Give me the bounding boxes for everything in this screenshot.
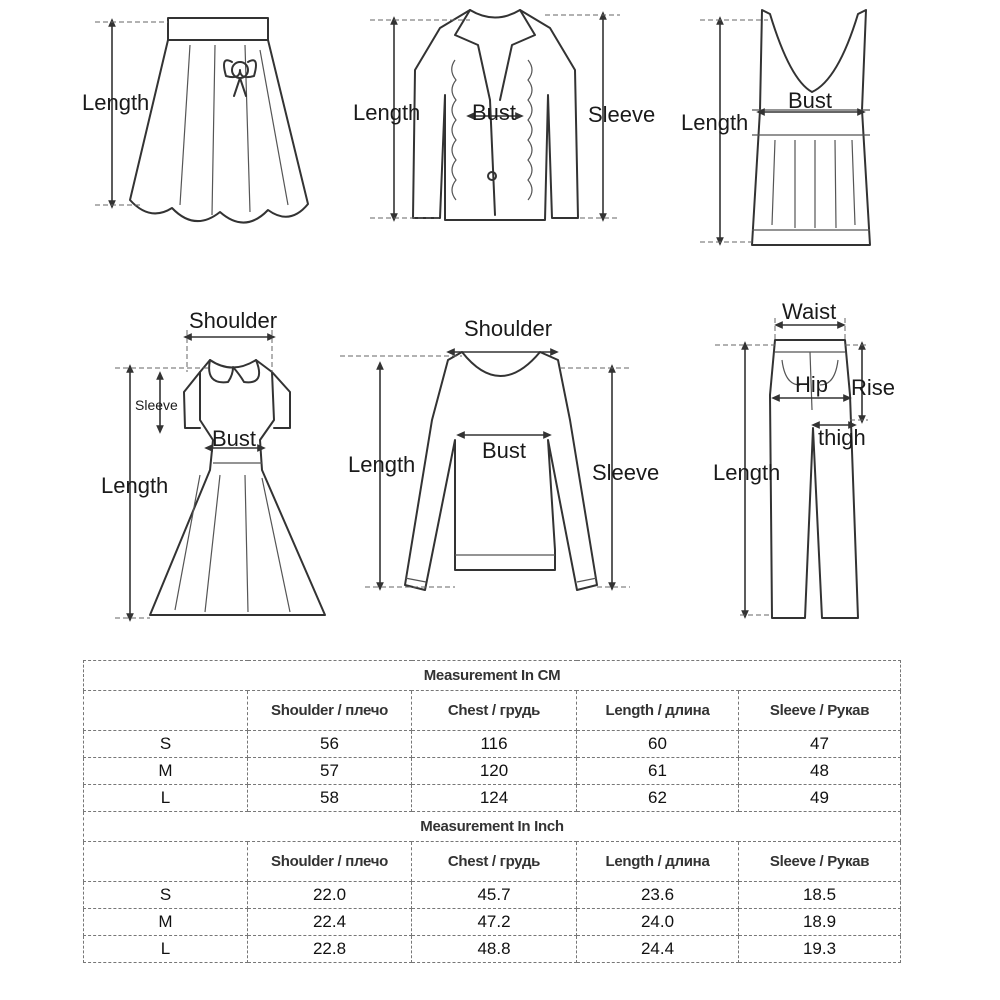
- cm-header-blank: [84, 691, 248, 731]
- pants-length-label: Length: [713, 460, 781, 485]
- inch-shoulder-cell: 22.4: [248, 909, 412, 936]
- cm-row-s: [84, 731, 901, 758]
- pants-waist-label: Waist: [782, 299, 837, 324]
- inch-length-cell: 24.4: [577, 936, 739, 963]
- skirt-length-label: Length: [82, 90, 150, 115]
- inch-header-shoulder: Shoulder / плечо: [248, 842, 412, 882]
- cm-header-length: Length / длина: [577, 691, 739, 731]
- size-chart-table: [83, 660, 901, 963]
- camisole-length-label: Length: [681, 110, 749, 135]
- inch-length-cell: 23.6: [577, 882, 739, 909]
- pants-rise-label: Rise: [851, 375, 896, 400]
- dress-diagram: [101, 308, 325, 618]
- cm-title-row: [84, 661, 901, 691]
- cm-chest-cell: 116: [412, 731, 577, 758]
- cm-sleeve-cell: 48: [739, 758, 901, 785]
- cm-header-row: [84, 691, 901, 731]
- cm-shoulder-cell: 56: [248, 731, 412, 758]
- inch-header-sleeve: Sleeve / Рукав: [739, 842, 901, 882]
- inch-row-m: [84, 909, 901, 936]
- inch-row-s: [84, 882, 901, 909]
- cm-size-cell: L: [84, 785, 248, 812]
- inch-size-cell: L: [84, 936, 248, 963]
- inch-shoulder-cell: 22.8: [248, 936, 412, 963]
- inch-header-length: Length / длина: [577, 842, 739, 882]
- pants-thigh-label: thigh: [818, 425, 866, 450]
- inch-sleeve-cell: 19.3: [739, 936, 901, 963]
- dress-shoulder-label: Shoulder: [189, 308, 278, 333]
- cm-header-sleeve: Sleeve / Рукав: [739, 691, 901, 731]
- inch-header-chest: Chest / грудь: [412, 842, 577, 882]
- cm-length-cell: 62: [577, 785, 739, 812]
- inch-title-row: [84, 812, 901, 842]
- cm-size-cell: M: [84, 758, 248, 785]
- cm-row-l: [84, 785, 901, 812]
- inch-chest-cell: 48.8: [412, 936, 577, 963]
- inch-row-l: [84, 936, 901, 963]
- jacket-sleeve-label: Sleeve: [588, 102, 656, 127]
- cm-chest-cell: 124: [412, 785, 577, 812]
- camisole-bust-label: Bust: [788, 88, 833, 113]
- inch-size-cell: S: [84, 882, 248, 909]
- inch-header-row: [84, 842, 901, 882]
- cm-shoulder-cell: 57: [248, 758, 412, 785]
- dress-sleeve-label: Sleeve: [135, 397, 178, 413]
- inch-size-cell: M: [84, 909, 248, 936]
- jacket-bust-label: Bust: [472, 100, 517, 125]
- sweater-shoulder-label: Shoulder: [464, 316, 553, 341]
- inch-table-title: Measurement In Inch: [84, 812, 901, 842]
- pants-hip-label: Hip: [795, 372, 829, 397]
- cm-sleeve-cell: 47: [739, 731, 901, 758]
- cm-header-shoulder: Shoulder / плечо: [248, 691, 412, 731]
- inch-header-blank: [84, 842, 248, 882]
- cm-header-chest: Chest / грудь: [412, 691, 577, 731]
- dress-length-label: Length: [101, 473, 169, 498]
- inch-length-cell: 24.0: [577, 909, 739, 936]
- jacket-diagram: [353, 10, 655, 220]
- camisole-diagram: [681, 10, 870, 245]
- inch-sleeve-cell: 18.9: [739, 909, 901, 936]
- sweater-diagram: [340, 316, 659, 590]
- pants-diagram: [713, 299, 895, 618]
- cm-row-m: [84, 758, 901, 785]
- sweater-length-label: Length: [348, 452, 416, 477]
- inch-sleeve-cell: 18.5: [739, 882, 901, 909]
- cm-chest-cell: 120: [412, 758, 577, 785]
- cm-length-cell: 60: [577, 731, 739, 758]
- sweater-sleeve-label: Sleeve: [592, 460, 660, 485]
- inch-chest-cell: 47.2: [412, 909, 577, 936]
- inch-shoulder-cell: 22.0: [248, 882, 412, 909]
- dress-bust-label: Bust: [212, 426, 257, 451]
- cm-sleeve-cell: 49: [739, 785, 901, 812]
- jacket-length-label: Length: [353, 100, 421, 125]
- cm-table-title: Measurement In CM: [84, 661, 901, 691]
- cm-length-cell: 61: [577, 758, 739, 785]
- inch-chest-cell: 45.7: [412, 882, 577, 909]
- sweater-bust-label: Bust: [482, 438, 527, 463]
- cm-size-cell: S: [84, 731, 248, 758]
- cm-shoulder-cell: 58: [248, 785, 412, 812]
- skirt-diagram: [82, 18, 308, 223]
